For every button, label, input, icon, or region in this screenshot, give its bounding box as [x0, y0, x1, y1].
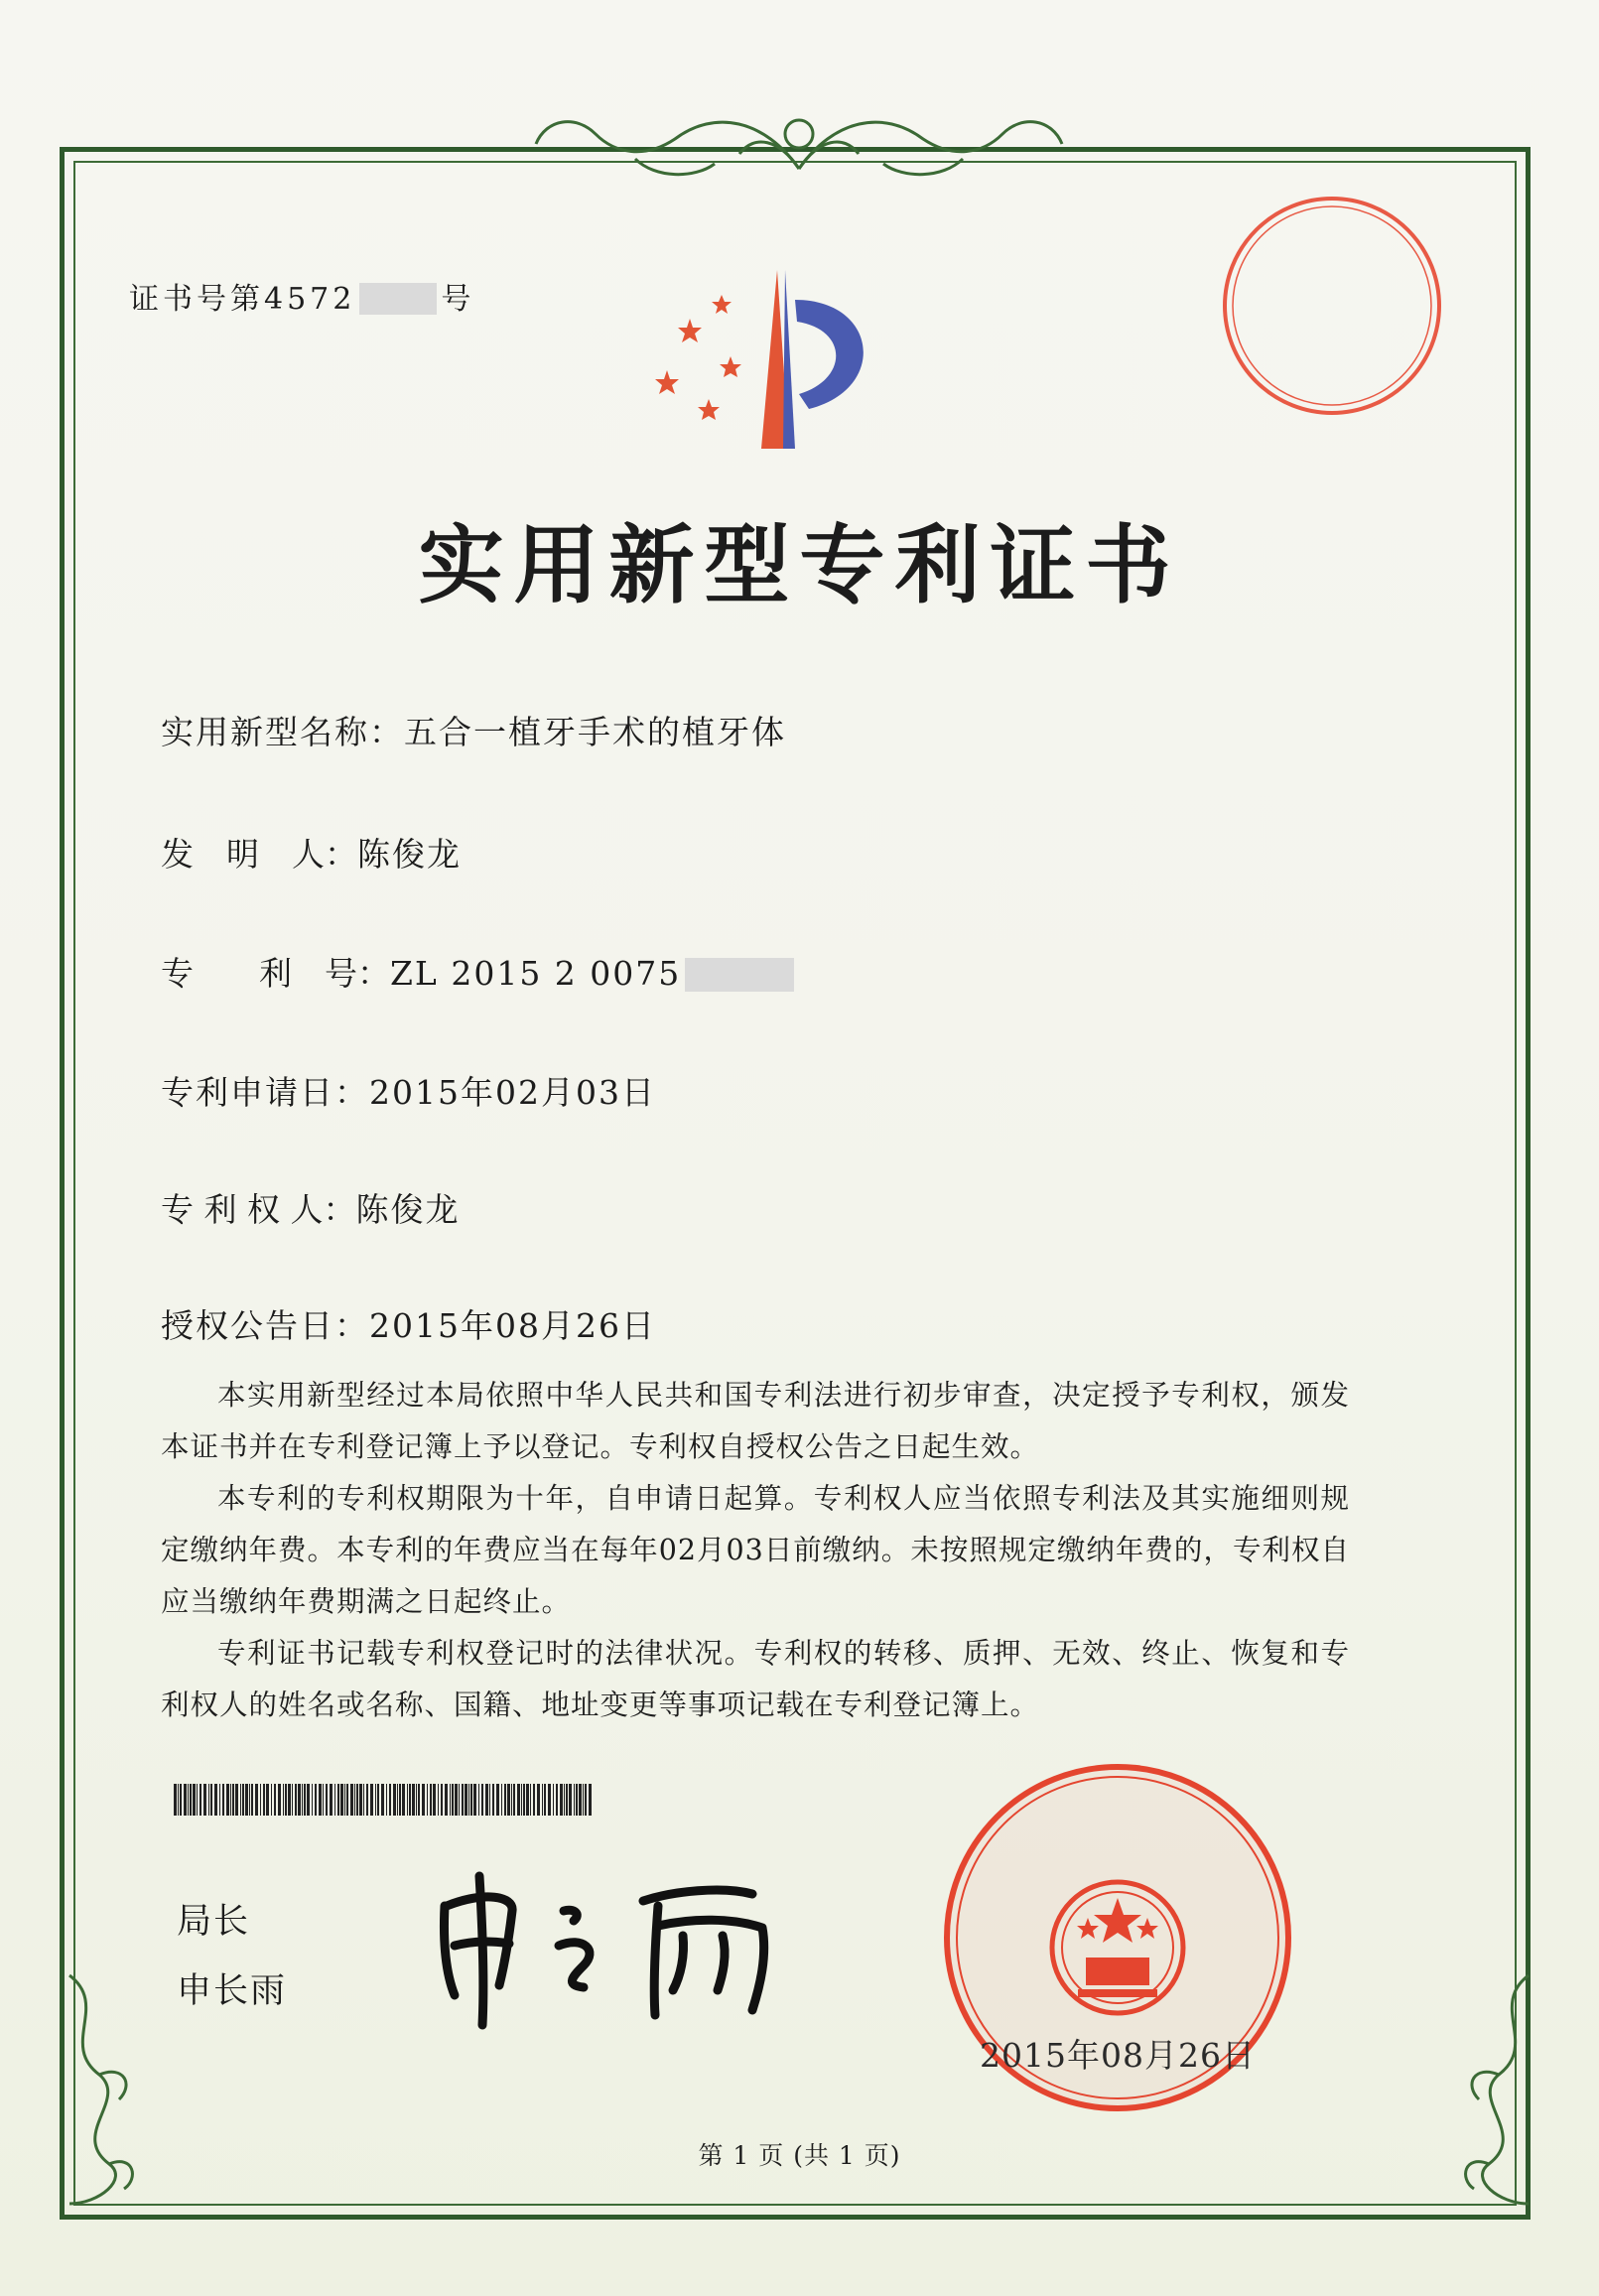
field-grant-date — [161, 1300, 656, 1347]
patent-office-logo-icon — [650, 260, 908, 459]
bottom-right-ornament — [1449, 1965, 1558, 2214]
field-label: 授权公告日： — [161, 1306, 369, 1345]
certificate-title: 实用新型专利证书 — [418, 515, 1181, 615]
field-value: 陈俊龙 — [357, 835, 462, 874]
field-patent-number — [161, 948, 794, 995]
page-number: 第 1 页 (共 1 页) — [698, 2141, 901, 2170]
body-paragraph: 专利证书记载专利权登记时的法律状况。专利权的转移、质押、无效、终止、恢复和专利权人的姓名或名称、国籍、地址变更等事项记载在专利登记簿上。 — [161, 1637, 1350, 1721]
tax-stamp-icon — [1213, 187, 1451, 425]
certificate-number-prefix: 证书号第4572 — [129, 282, 356, 317]
redaction-block — [359, 283, 437, 315]
field-value: 陈俊龙 — [355, 1190, 461, 1229]
field-patentee — [161, 1184, 460, 1231]
signatory-name: 申长雨 — [177, 1971, 288, 2011]
field-inventor — [161, 829, 462, 876]
redaction-block — [685, 958, 794, 992]
top-ornament — [516, 99, 1082, 189]
certificate-number — [129, 274, 474, 318]
field-value: 五合一植牙手术的植牙体 — [404, 713, 786, 751]
field-value: 2015年02月03日 — [369, 1073, 656, 1112]
barcode-icon — [174, 1784, 596, 1816]
field-label: 实用新型名称： — [161, 713, 404, 751]
inner-border — [73, 161, 1517, 2206]
field-application-date — [161, 1067, 656, 1114]
field-value: ZL 2015 2 0075 — [390, 954, 682, 993]
signature-icon — [425, 1836, 792, 2035]
signatory-title: 局长 — [177, 1902, 251, 1942]
certificate-body — [161, 1370, 1350, 1731]
field-label: 发 明 人： — [161, 835, 357, 874]
field-label: 专 利 号： — [161, 954, 390, 993]
body-paragraph: 本专利的专利权期限为十年，自申请日起算。专利权人应当依照专利法及其实施细则规定缴纳年费。本专利的年费应当在每年02月03日前缴纳。未按照规定缴纳年费的，专利权自应当缴纳年费期满之日起终止。 — [161, 1482, 1350, 1618]
field-label: 专利申请日： — [161, 1073, 369, 1112]
field-label: 专 利 权 人： — [161, 1190, 356, 1229]
certificate-number-suffix: 号 — [441, 282, 475, 317]
bottom-left-ornament — [40, 1965, 149, 2214]
seal-date: 2015年08月26日 — [980, 2036, 1256, 2075]
field-utility-model-name — [161, 707, 786, 753]
body-paragraph: 本实用新型经过本局依照中华人民共和国专利法进行初步审查，决定授予专利权，颁发本证书并在专利登记簿上予以登记。专利权自授权公告之日起生效。 — [161, 1379, 1350, 1463]
field-value: 2015年08月26日 — [369, 1306, 656, 1345]
